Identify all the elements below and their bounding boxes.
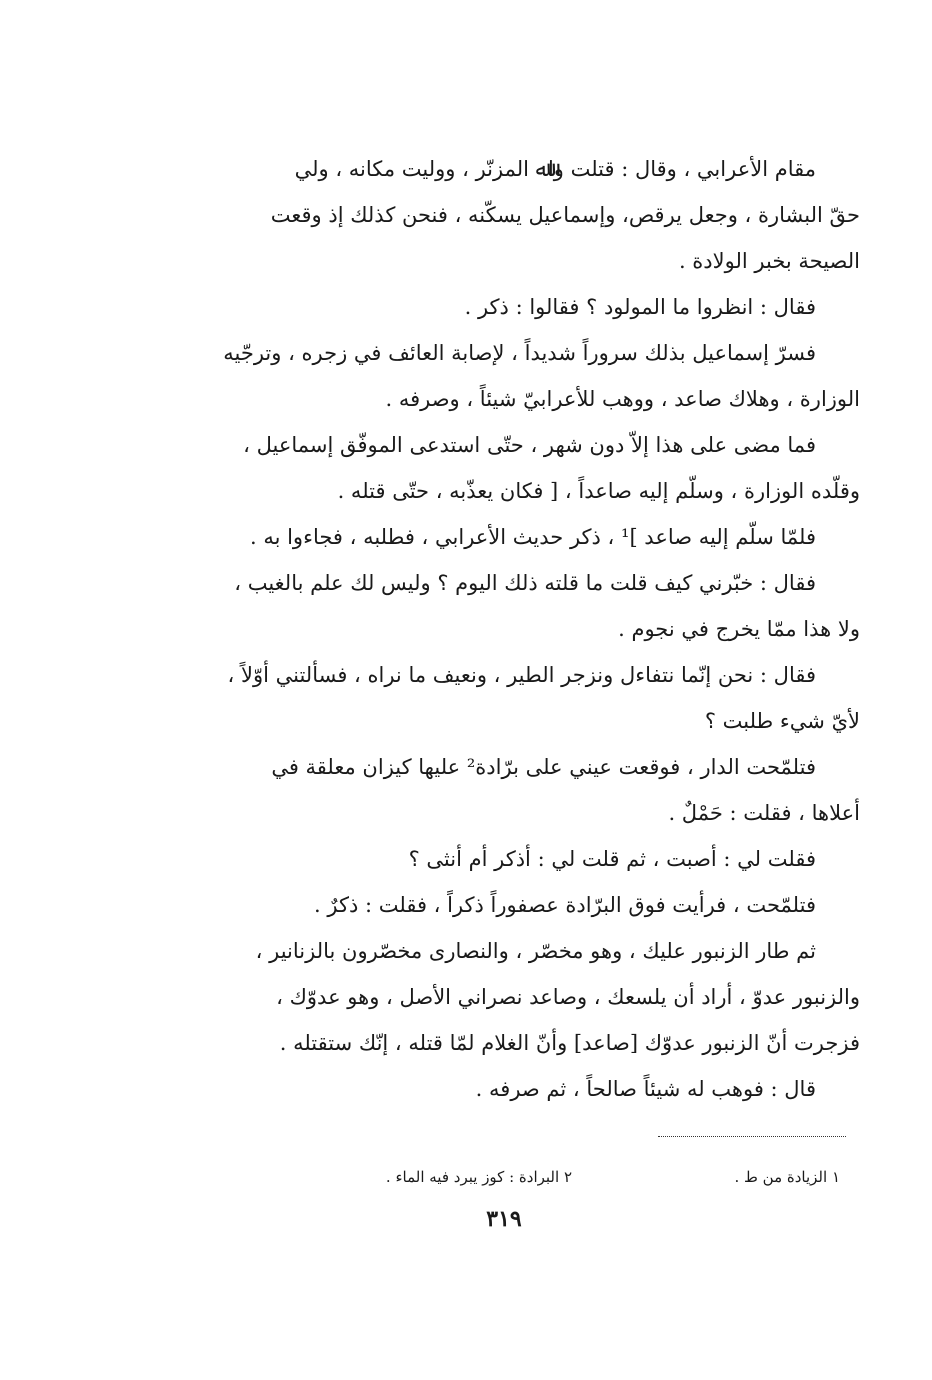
text-line: ﻓﻤﺎ ﻣﻀﻰ ﻋﻠﻰ ﻫﺬﺍ ﺇﻻّ ﺩﻭﻥ ﺷﻬﺮ ، ﺣﺘّﻰ ﺍﺳﺘﺪﻋﻰ ﺍﻟﻤﻮﻓّﻖ ﺇﺳﻤﺎﻋﻴﻞ ، (243, 433, 816, 457)
text-line: ﻓﻘﺎﻝ : ﺍﻧﻈﺮﻭﺍ ﻣﺎ ﺍﻟﻤﻮﻟﻮﺩ ؟ ﻓﻘﺎﻟﻮﺍ : ﺫﻛﺮ . (464, 295, 816, 319)
text-line: ﻭﻗﻠّﺪﻩ ﺍﻟﻮﺯﺍﺭﺓ ، ﻭﺳﻠّﻢ ﺇﻟﻴﻪ ﺻﺎﻋﺪﺍً ، [ ﻓﻜﺎﻥ ﻳﻌﺬّﺑﻪ ، ﺣﺘّﻰ ﻗﺘﻠﻪ . (337, 479, 860, 503)
text-line: ﺣﻖّ ﺍﻟﺒﺸﺎﺭﺓ ، ﻭﺟﻌﻞ ﻳﺮﻗﺺ، ﻭﺇﺳﻤﺎﻋﻴﻞ ﻳﺴﻜّﻨﻪ ، ﻓﻨﺤﻦ ﻛﺬﻟﻚ ﺇﺫ ﻭﻗﻌﺖ (270, 203, 860, 227)
text-line: ﺃﻋﻼﻫﺎ ، ﻓﻘﻠﺖ : ﺣَﻤْﻞٌ . (668, 801, 860, 825)
body-text (180, 146, 860, 1112)
text-line: ﻭﺍﻟﺰﻧﺒﻮﺭ ﻋﺪﻭّ ، ﺃﺭﺍﺩ ﺃﻥ ﻳﻠﺴﻌﻚ ، ﻭﺻﺎﻋﺪ ﻧﺼﺮﺍﻧﻲ ﺍﻷﺻﻞ ، ﻭﻫﻮ ﻋﺪﻭّﻙ ، (276, 985, 860, 1009)
text-line: ﺛﻢ ﻃﺎﺭ ﺍﻟﺰﻧﺒﻮﺭ ﻋﻠﻴﻚ ، ﻭﻫﻮ ﻣﺨﺼّﺮ ، ﻭﺍﻟﻨﺼﺎﺭﻯ ﻣﺨﺼّﺮﻭﻥ ﺑﺎﻟﺰﻧﺎﻧﻴﺮ ، (255, 939, 816, 963)
text-line: ﻓﻘﺎﻝ : ﺧﺒّﺮﻧﻲ ﻛﻴﻒ ﻗﻠﺖ ﻣﺎ ﻗﻠﺘﻪ ﺫﻟﻚ ﺍﻟﻴﻮﻡ ؟ ﻭﻟﻴﺲ ﻟﻚ ﻋﻠﻢ ﺑﺎﻟﻐﻴﺐ ، (234, 571, 816, 595)
text-line: ﻭﻻ ﻫﺬﺍ ﻣﻤّﺎ ﻳﺨﺮﺝ ﻓﻲ ﻧﺠﻮﻡ . (618, 617, 860, 641)
text-line: ﻣﻘﺎﻡ ﺍﻷﻋﺮﺍﺑﻲ ، ﻭﻗﺎﻝ : ﻗﺘﻠﺖ ﻭﺍﷲ ﺍﻟﻤﺰﻧّﺮ ، ﻭﻭﻟﻴﺖ ﻣﻜﺎﻧﻪ ، ﻭﻟﻲ (294, 157, 816, 181)
text-line: ﻓﺘﻠﻤّﺤﺖ ﺍﻟﺪﺍﺭ ، ﻓﻮﻗﻌﺖ ﻋﻴﻨﻲ ﻋﻠﻰ ﺑﺮّﺍﺩﺓ² ﻋﻠﻴﻬﺎ ﻛﻴﺰﺍﻥ ﻣﻌﻠﻘﺔ ﻓﻲ (271, 755, 816, 779)
text-line: ﺍﻟﺼﻴﺤﺔ ﺑﺨﺒﺮ ﺍﻟﻮﻻﺩﺓ . (678, 249, 860, 273)
footnote-1: ١ ﺍﻟﺰﻳﺎﺩﺓ ﻣﻦ ﻁ . (734, 1168, 840, 1186)
text-line: ﻓﺰﺟﺮﺕ ﺃﻥّ ﺍﻟﺰﻧﺒﻮﺭ ﻋﺪﻭّﻙ [ﺻﺎﻋﺪ] ﻭﺃﻥّ ﺍﻟﻐﻼﻡ ﻟﻤّﺎ ﻗﺘﻠﻪ ، ﺇﻧّﻚ ﺳﺘﻘﺘﻠﻪ . (279, 1031, 860, 1055)
text-line: ﺍﻟﻮﺯﺍﺭﺓ ، ﻭﻫﻼﻙ ﺻﺎﻋﺪ ، ﻭﻭﻫﺐ ﻟﻸﻋﺮﺍﺑﻲّ ﺷﻴﺌﺎً ، ﻭﺻﺮﻓﻪ . (385, 387, 860, 411)
text-line: ﻷﻱّ ﺷﻲﺀ ﻃﻠﺒﺖ ؟ (704, 709, 860, 733)
text-line: ﻓﻘﻠﺖ ﻟﻲ : ﺃﺻﺒﺖ ، ﺛﻢ ﻗﻠﺖ ﻟﻲ : ﺃﺫﻛﺮ ﺃﻡ ﺃﻧﺜﻰ ؟ (408, 847, 816, 871)
text-line: ﻓﺘﻠﻤّﺤﺖ ، ﻓﺮﺃﻳﺖ ﻓﻮﻕ ﺍﻟﺒﺮّﺍﺩﺓ ﻋﺼﻔﻮﺭﺍً ﺫﻛﺮﺍً ، ﻓﻘﻠﺖ : ﺫﻛﺮٌ . (314, 893, 816, 917)
footnote-divider (658, 1136, 846, 1137)
text-line: ﻓﻠﻤّﺎ ﺳﻠّﻢ ﺇﻟﻴﻪ ﺻﺎﻋﺪ ]¹ ، ﺫﻛﺮ ﺣﺪﻳﺚ ﺍﻷﻋﺮﺍﺑﻲ ، ﻓﻄﻠﺒﻪ ، ﻓﺠﺎﺀﻭﺍ ﺑﻪ . (249, 525, 816, 549)
footnote-2: ٢ ﺍﻟﺒﺮﺍﺩﺓ : ﻛﻮﺯ ﻳﺒﺮﺩ ﻓﻴﻪ ﺍﻟﻤﺎﺀ . (385, 1168, 572, 1186)
text-line: ﻗﺎﻝ : ﻓﻮﻫﺐ ﻟﻪ ﺷﻴﺌﺎً ﺻﺎﻟﺤﺎً ، ﺛﻢ ﺻﺮﻓﻪ . (475, 1077, 816, 1101)
text-line: ﻓﻘﺎﻝ : ﻧﺤﻦ ﺇﻧّﻤﺎ ﻧﺘﻔﺎﺀﻝ ﻭﻧﺰﺟﺮ ﺍﻟﻄﻴﺮ ، ﻭﻧﻌﻴﻒ ﻣﺎ ﻧﺮﺍﻩ ، ﻓﺴﺄﻟﺘﻨﻲ ﺃﻭّﻻً ، (227, 663, 816, 687)
text-line: ﻓﺴﺮّ ﺇﺳﻤﺎﻋﻴﻞ ﺑﺬﻟﻚ ﺳﺮﻭﺭﺍً ﺷﺪﻳﺪﺍً ، ﻹﺻﺎﺑﺔ ﺍﻟﻌﺎﺋﻒ ﻓﻲ ﺯﺟﺮﻩ ، ﻭﺗﺮﺟّﻴﻪ (223, 341, 816, 365)
page-number: ٣١٩ (486, 1206, 522, 1232)
